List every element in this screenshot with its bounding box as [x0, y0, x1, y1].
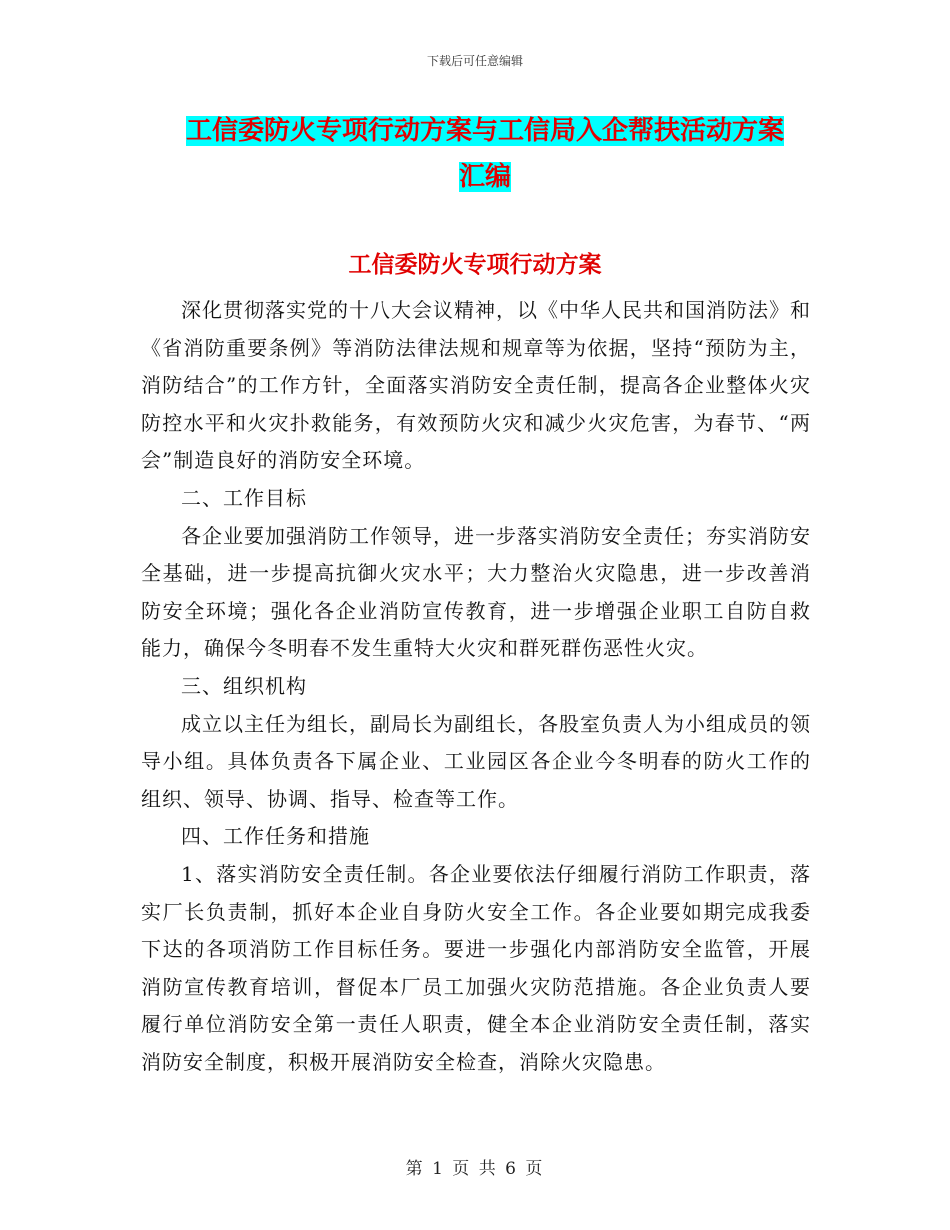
page-header-note: 下载后可任意编辑: [426, 54, 523, 68]
heading-organization: 三、组织机构: [181, 673, 307, 698]
section-title: 工信委防火专项行动方案: [348, 252, 602, 278]
document-title-line-2: 汇编: [458, 162, 511, 192]
page-number-footer: 第 1 页 共 6 页: [405, 1159, 545, 1179]
paragraph-task-1: 1、落实消防安全责任制。各企业要依法仔细履行消防工作职责，落实厂长负责制，抓好本企业自身防火安全工作。各企业要如期完成我委下达的各项消防工作目标任务。要进一步强化内部消防安全监管，开展消防宣传教育培训，督促本厂员工加强火灾防范措施。各企业负责人要履行单位消防安全第一责任人职责，健全本企业消防安全责任制，落实消防安全制度，积极开展消防安全检查，消除火灾隐患。: [141, 861, 811, 1074]
document-title-line-1: 工信委防火专项行动方案与工信局入企帮扶活动方案: [185, 116, 784, 146]
paragraph-work-goals: 各企业要加强消防工作领导，进一步落实消防安全责任；夯实消防安全基础，进一步提高抗御火灾水平；大力整治火灾隐患，进一步改善消防安全环境；强化各企业消防宣传教育，进一步增强企业职工自防自救能力，确保今冬明春不发生重特大火灾和群死群伤恶性火灾。: [141, 523, 811, 661]
heading-tasks-measures: 四、工作任务和措施: [181, 824, 370, 849]
paragraph-organization: 成立以主任为组长，副局长为副组长，各股室负责人为小组成员的领导小组。具体负责各下属企业、工业园区各企业今冬明春的防火工作的组织、领导、协调、指导、检查等工作。: [141, 711, 811, 811]
document-title: [140, 108, 830, 200]
paragraph-intro: 深化贯彻落实党的十八大会议精神，以《中华人民共和国消防法》和《省消防重要条例》等消防法律法规和规章等为依据，坚持“预防为主，消防结合”的工作方针，全面落实消防安全责任制，提高各企业整体火灾防控水平和火灾扑救能务，有效预防火灾和减少火灾危害，为春节、“两会”制造良好的消防安全环境。: [141, 298, 811, 473]
heading-work-goals: 二、工作目标: [181, 485, 307, 510]
document-body: [141, 292, 811, 1081]
